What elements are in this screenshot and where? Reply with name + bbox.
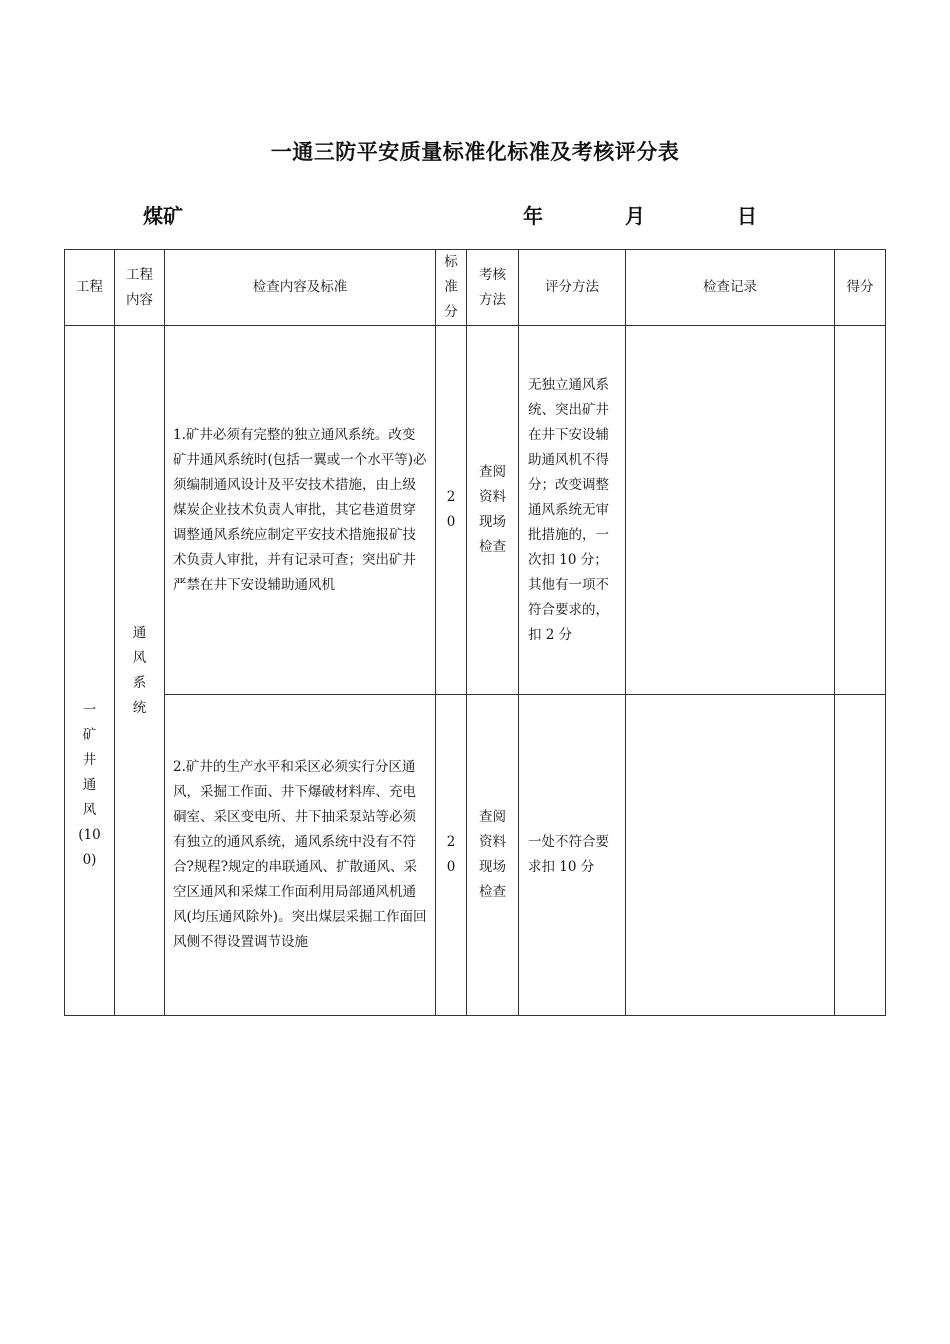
table-row xyxy=(65,695,886,1016)
mine-label: 煤矿 xyxy=(143,204,183,228)
document-title: 一通三防平安质量标准化标准及考核评分表 xyxy=(270,140,680,164)
month-label: 月 xyxy=(625,204,645,228)
scoring-method-cell: 一处不符合要求扣 10 分 xyxy=(519,695,626,1016)
standard-score-cell: 20 xyxy=(436,695,467,1016)
standard-score-cell: 20 xyxy=(436,326,467,695)
score-cell[interactable] xyxy=(835,695,886,1016)
col-header-project-content: 工程内容 xyxy=(115,250,165,326)
check-content-cell: 1.矿井必须有完整的独立通风系统。改变矿井通风系统时(包括一翼或一个水平等)必须编制通风设计及平安技术措施，由上级煤炭企业技术负责人审批，其它巷道贯穿调整通风系统应制定平安技术措施报矿技术负责人审批，并有记录可查；突出矿井严禁在井下安设辅助通风机 xyxy=(165,326,436,695)
col-header-project: 工程 xyxy=(65,250,115,326)
check-record-cell[interactable] xyxy=(626,695,835,1016)
col-header-score: 得分 xyxy=(835,250,886,326)
table-row xyxy=(65,326,886,695)
scoring-table xyxy=(64,249,886,1016)
check-content-cell: 2.矿井的生产水平和采区必须实行分区通风，采掘工作面、井下爆破材料库、充电硐室、采区变电所、井下抽采泵站等必须有独立的通风系统，通风系统中没有不符合?规程?规定的串联通风、扩散通风、采空区通风和采煤工作面利用局部通风机通风(均压通风除外)。突出煤层采掘工作面回风侧不得设置调节设施 xyxy=(165,695,436,1016)
day-label: 日 xyxy=(737,204,757,228)
check-record-cell[interactable] xyxy=(626,326,835,695)
project-cell: 一矿井通风(100) xyxy=(65,326,115,1016)
project-content-cell: 通风系统 xyxy=(115,326,165,1016)
score-cell[interactable] xyxy=(835,326,886,695)
assessment-method-cell: 查阅资料现场检查 xyxy=(467,695,519,1016)
col-header-standard-score: 标准分 xyxy=(436,250,467,326)
year-label: 年 xyxy=(523,204,543,228)
col-header-scoring-method: 评分方法 xyxy=(519,250,626,326)
scoring-method-cell: 无独立通风系统、突出矿井在井下安设辅助通风机不得分；改变调整通风系统无审批措施的，一次扣 10 分；其他有一项不符合要求的，扣 2 分 xyxy=(519,326,626,695)
table-header-row xyxy=(65,250,886,326)
col-header-check-record: 检查记录 xyxy=(626,250,835,326)
col-header-check-content: 检查内容及标准 xyxy=(165,250,436,326)
assessment-method-cell: 查阅资料现场检查 xyxy=(467,326,519,695)
col-header-assessment-method: 考核方法 xyxy=(467,250,519,326)
